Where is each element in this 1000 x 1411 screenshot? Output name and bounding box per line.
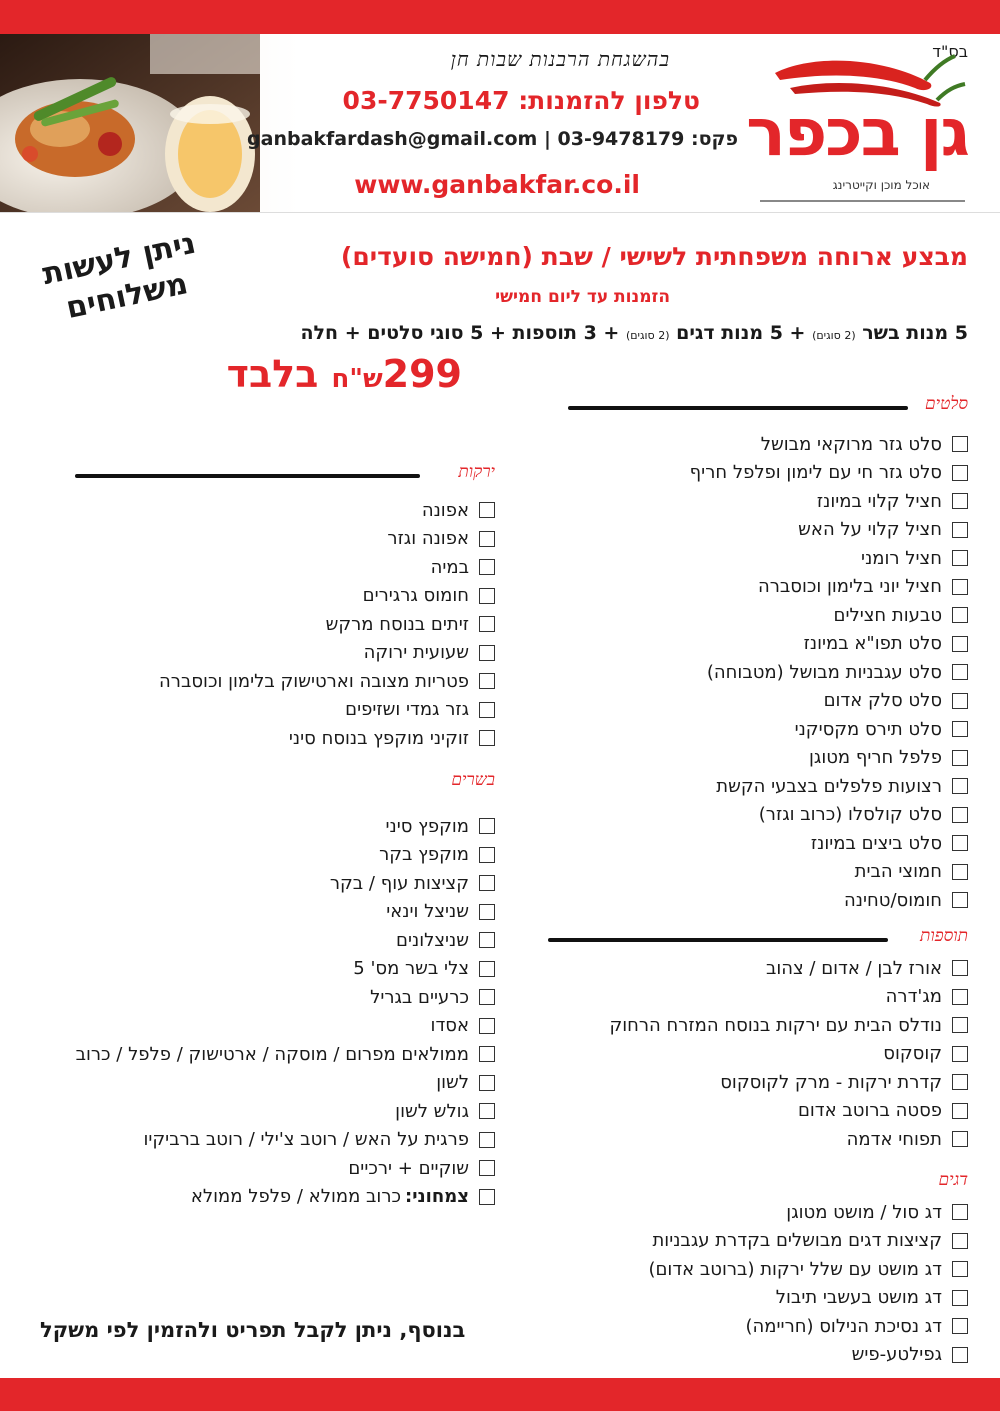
list-item	[568, 772, 968, 801]
item-label: טבעות חצילים	[833, 604, 942, 626]
checkbox[interactable]	[479, 1075, 495, 1091]
checkbox[interactable]	[952, 693, 968, 709]
list-item	[568, 829, 968, 858]
list-item	[55, 724, 495, 753]
vegetables-title: ירקות	[458, 462, 495, 482]
price-suffix: בלבד	[226, 352, 319, 396]
checkbox[interactable]	[952, 493, 968, 509]
list-item	[568, 544, 968, 573]
item-label: זיתים בנוסח מרקש	[325, 613, 469, 635]
promo-items-rest: + 3 תוספות + 5 סוגי סלטים + חלה	[300, 322, 620, 344]
meats-header	[35, 770, 495, 796]
meats-section	[35, 770, 495, 1211]
item-label: סלט גזר חי עם לימון ופלפל חריף	[689, 462, 942, 484]
list-item	[568, 715, 968, 744]
item-label: גזר גמדי ושזיפים	[345, 699, 469, 721]
vegetables-list	[55, 496, 495, 753]
item-label: חציל קלוי על האש	[798, 519, 942, 541]
item-label: שוקיים + ירכיים	[348, 1157, 469, 1179]
list-item	[35, 898, 495, 927]
item-label: קוסקוס	[883, 1043, 942, 1065]
sides-section	[548, 926, 968, 1154]
item-label: סלט תירס מקסיקני	[794, 718, 942, 740]
list-item	[568, 1255, 968, 1284]
price	[227, 352, 462, 396]
list-item	[568, 1341, 968, 1370]
footer-note: בנוסף, ניתן לקבל תפריט ולהזמין לפי משקל	[40, 1318, 466, 1342]
fish-list	[568, 1198, 968, 1369]
list-item	[55, 525, 495, 554]
checkbox[interactable]	[479, 989, 495, 1005]
list-item	[568, 1284, 968, 1313]
fish-header	[568, 1170, 968, 1196]
item-label: חציל קלוי במיונז	[816, 490, 942, 512]
list-item	[548, 1125, 968, 1154]
item-label: סלט תפו"א במיונז	[803, 633, 942, 655]
item-label: פרגית על האש / רוטב צ'ילי / רוטב ברביקיו	[143, 1129, 469, 1151]
checkbox[interactable]	[479, 875, 495, 891]
checkbox[interactable]	[952, 636, 968, 652]
salads-list	[568, 430, 968, 915]
list-item	[568, 858, 968, 887]
list-item	[35, 1040, 495, 1069]
list-item	[568, 658, 968, 687]
checkbox[interactable]	[479, 961, 495, 977]
checkbox[interactable]	[952, 750, 968, 766]
list-item	[548, 1097, 968, 1126]
checkbox[interactable]	[952, 1318, 968, 1334]
list-item	[35, 926, 495, 955]
salads-section	[568, 394, 968, 915]
list-item	[568, 1227, 968, 1256]
checkbox[interactable]	[479, 1160, 495, 1176]
item-label: דג מושט עם שלל ירקות (ברוטב אדום)	[648, 1258, 942, 1280]
item-label: תפוחי אדמה	[846, 1128, 942, 1150]
item-label: קציצות דגים מבושלים בקדרת עגבניות	[652, 1230, 942, 1252]
fax-email: פקס: 03-9478179 | ganbakfardash@gmail.com	[247, 128, 738, 150]
list-item	[35, 1012, 495, 1041]
item-label: מג'דרה	[885, 986, 942, 1008]
checkbox[interactable]	[952, 465, 968, 481]
checkbox[interactable]	[952, 579, 968, 595]
checkbox[interactable]	[479, 531, 495, 547]
item-label: צלי בשר מס' 5	[353, 958, 469, 980]
item-label: חומוס/טחינה	[844, 889, 942, 911]
item-label: דג סול / מושט מטוגן	[786, 1201, 942, 1223]
item-label: חציל רומני	[861, 547, 942, 569]
list-item	[568, 1198, 968, 1227]
list-item	[568, 886, 968, 915]
checkbox[interactable]	[952, 1046, 968, 1062]
food-photo	[0, 34, 260, 212]
vegetarian-label: צמחוני:	[405, 1186, 469, 1208]
price-currency: ש"ח	[331, 364, 383, 394]
checkbox[interactable]	[952, 664, 968, 680]
checkbox[interactable]	[952, 550, 968, 566]
checkbox[interactable]	[479, 730, 495, 746]
checkbox[interactable]	[479, 588, 495, 604]
promo-items	[301, 322, 969, 344]
item-label: דג נסיכת הנילוס (חריימה)	[745, 1315, 942, 1337]
checkbox[interactable]	[952, 1261, 968, 1277]
checkbox[interactable]	[952, 1103, 968, 1119]
item-label: במיה	[430, 556, 469, 578]
item-label: סלט עגבניות מבושל (מטבוחה)	[706, 661, 942, 683]
list-item	[568, 601, 968, 630]
fish-section	[568, 1170, 968, 1369]
checkbox[interactable]	[479, 1046, 495, 1062]
checkbox[interactable]	[952, 436, 968, 452]
item-label: מוקפץ סיני	[385, 815, 469, 837]
checkbox[interactable]	[479, 847, 495, 863]
promo-items-meat: 5 מנות בשר	[862, 322, 968, 344]
list-item	[35, 1183, 495, 1212]
item-label: שעועית ירוקה	[363, 642, 469, 664]
list-item	[568, 430, 968, 459]
sides-title: תוספות	[919, 926, 968, 946]
item-label: חציל יוני בלימון וכוסברה	[757, 576, 942, 598]
promo-items-meat-note: (2 סוגים)	[812, 329, 856, 342]
checkbox[interactable]	[952, 721, 968, 737]
item-label: שניצל וינאי	[386, 901, 469, 923]
checkbox[interactable]	[479, 702, 495, 718]
meats-list	[35, 812, 495, 1183]
checkbox[interactable]	[952, 1131, 968, 1147]
item-label: נודלס הבית עם ירקות בנוסח המזרח הרחוק	[609, 1014, 942, 1036]
list-item	[568, 687, 968, 716]
checkbox[interactable]	[479, 1189, 495, 1205]
item-label: ממולאים מפרום / מוסקה / ארטישוק / פלפל / כרוב	[75, 1043, 469, 1065]
item-label: זוקיני מוקפץ בנוסח סיני	[288, 727, 469, 749]
checkbox[interactable]	[952, 1233, 968, 1249]
list-item	[568, 1312, 968, 1341]
item-label: רצועות פלפלים בצבעי הקשת	[716, 775, 942, 797]
list-item	[568, 744, 968, 773]
list-item	[55, 553, 495, 582]
item-label: סלט סלק אדום	[823, 690, 942, 712]
checkbox[interactable]	[952, 1290, 968, 1306]
list-item	[35, 1069, 495, 1098]
checkbox[interactable]	[479, 904, 495, 920]
delivery-note: ניתן לעשות משלוחים	[39, 225, 199, 326]
list-item	[568, 573, 968, 602]
logo-subtitle: אוכל מוכן וקייטרינג	[832, 178, 930, 192]
salads-title: סלטים	[925, 394, 968, 414]
checkbox[interactable]	[952, 1204, 968, 1220]
checkbox[interactable]	[479, 559, 495, 575]
list-item	[568, 801, 968, 830]
checkbox[interactable]	[479, 616, 495, 632]
list-item	[55, 639, 495, 668]
item-label: סלט גזר מרוקאי מבושל	[760, 433, 942, 455]
list-item	[35, 955, 495, 984]
checkbox[interactable]	[952, 807, 968, 823]
checkbox[interactable]	[952, 1074, 968, 1090]
list-item	[55, 496, 495, 525]
list-item	[548, 983, 968, 1012]
checkbox[interactable]	[952, 989, 968, 1005]
list-item	[548, 1068, 968, 1097]
checkbox[interactable]	[952, 522, 968, 538]
checkbox[interactable]	[952, 607, 968, 623]
price-value: 299	[382, 352, 462, 396]
list-item	[568, 516, 968, 545]
item-label: לשון	[436, 1072, 469, 1094]
list-item	[35, 1097, 495, 1126]
checkbox[interactable]	[479, 932, 495, 948]
checkbox[interactable]	[952, 1017, 968, 1033]
checkbox[interactable]	[952, 1347, 968, 1363]
checkbox[interactable]	[479, 1132, 495, 1148]
promo-title: מבצע ארוחה משפחתית לשישי / שבת (חמישה סועדים)	[340, 242, 968, 271]
checkbox[interactable]	[952, 778, 968, 794]
checkbox[interactable]	[952, 960, 968, 976]
vegetables-section	[55, 462, 495, 753]
item-label: חומוס גרגירים	[362, 585, 469, 607]
bsd-mark: בס"ד	[932, 42, 968, 61]
item-label: קדרת ירקות - מרק לקוסקוס	[720, 1071, 942, 1093]
checkbox[interactable]	[479, 1018, 495, 1034]
list-item	[35, 841, 495, 870]
checkbox[interactable]	[952, 835, 968, 851]
promo-items-fish-note: (2 סוגים)	[625, 329, 670, 342]
section-rule	[75, 474, 420, 478]
item-label: דג מושט בעשבי תיבול	[775, 1287, 942, 1309]
item-label: אפונה וגזר	[387, 528, 469, 550]
item-label: פטריות מצובה וארטישוק בלימון וכוסברה	[159, 670, 469, 692]
meats-title: בשרים	[451, 770, 495, 790]
list-item	[35, 869, 495, 898]
website-link[interactable]: www.ganbakfar.co.il	[354, 170, 640, 199]
list-item	[548, 1011, 968, 1040]
list-item	[568, 487, 968, 516]
list-item	[568, 630, 968, 659]
list-item	[55, 582, 495, 611]
section-rule	[568, 406, 908, 410]
list-item	[55, 610, 495, 639]
item-label: כרעיים בגריל	[370, 986, 469, 1008]
bottom-red-bar	[0, 1378, 1000, 1411]
checkbox[interactable]	[479, 1103, 495, 1119]
item-label: גולש לשון	[395, 1100, 469, 1122]
list-item	[548, 954, 968, 983]
vegetarian-text: כרוב ממולא / פלפל ממולא	[190, 1186, 402, 1208]
vegetables-header	[55, 462, 495, 488]
logo-text: גן בכפר	[746, 94, 968, 171]
vegetarian-list	[35, 1183, 495, 1212]
section-rule	[548, 938, 888, 942]
item-label: גפילטע-פיש	[851, 1344, 942, 1366]
list-item	[35, 1126, 495, 1155]
promo-items-fish: + 5 מנות דגים	[676, 322, 806, 344]
list-item	[35, 983, 495, 1012]
order-phone: טלפון להזמנות: 03-7750147	[342, 86, 700, 115]
logo-divider	[760, 200, 965, 202]
checkbox[interactable]	[479, 645, 495, 661]
sides-header	[548, 926, 968, 952]
checkbox[interactable]	[952, 864, 968, 880]
item-label: מוקפץ בקר	[379, 844, 469, 866]
list-item	[35, 812, 495, 841]
item-label: סלט קולסלו (כרוב וגזר)	[758, 804, 942, 826]
list-item	[548, 1040, 968, 1069]
item-label: קציצות עוף / בקר	[329, 872, 469, 894]
checkbox[interactable]	[952, 892, 968, 908]
item-label: חמוצי הבית	[854, 861, 942, 883]
list-item	[35, 1154, 495, 1183]
item-label: פלפל חריף מטוגן	[809, 747, 942, 769]
list-item	[55, 667, 495, 696]
item-label: פסטה ברוטב אדום	[797, 1100, 942, 1122]
item-label: שניצלונים	[396, 929, 469, 951]
kashrut-line: בהשגחת הרבנות שבות חן	[450, 47, 670, 71]
fish-title: דגים	[938, 1170, 968, 1190]
promo-subtitle: הזמנות עד ליום חמישי	[495, 287, 670, 307]
checkbox[interactable]	[479, 673, 495, 689]
list-item	[55, 696, 495, 725]
checkbox[interactable]	[479, 502, 495, 518]
top-red-bar	[0, 0, 1000, 34]
item-label: סלט ביצים במיונז	[810, 832, 942, 854]
checkbox[interactable]	[479, 818, 495, 834]
list-item	[568, 459, 968, 488]
salads-header	[568, 394, 968, 420]
item-label: אורז לבן / אדום / צהוב	[765, 957, 942, 979]
sides-list	[548, 954, 968, 1154]
item-label: אפונה	[421, 499, 469, 521]
item-label: אסדו	[430, 1015, 469, 1037]
